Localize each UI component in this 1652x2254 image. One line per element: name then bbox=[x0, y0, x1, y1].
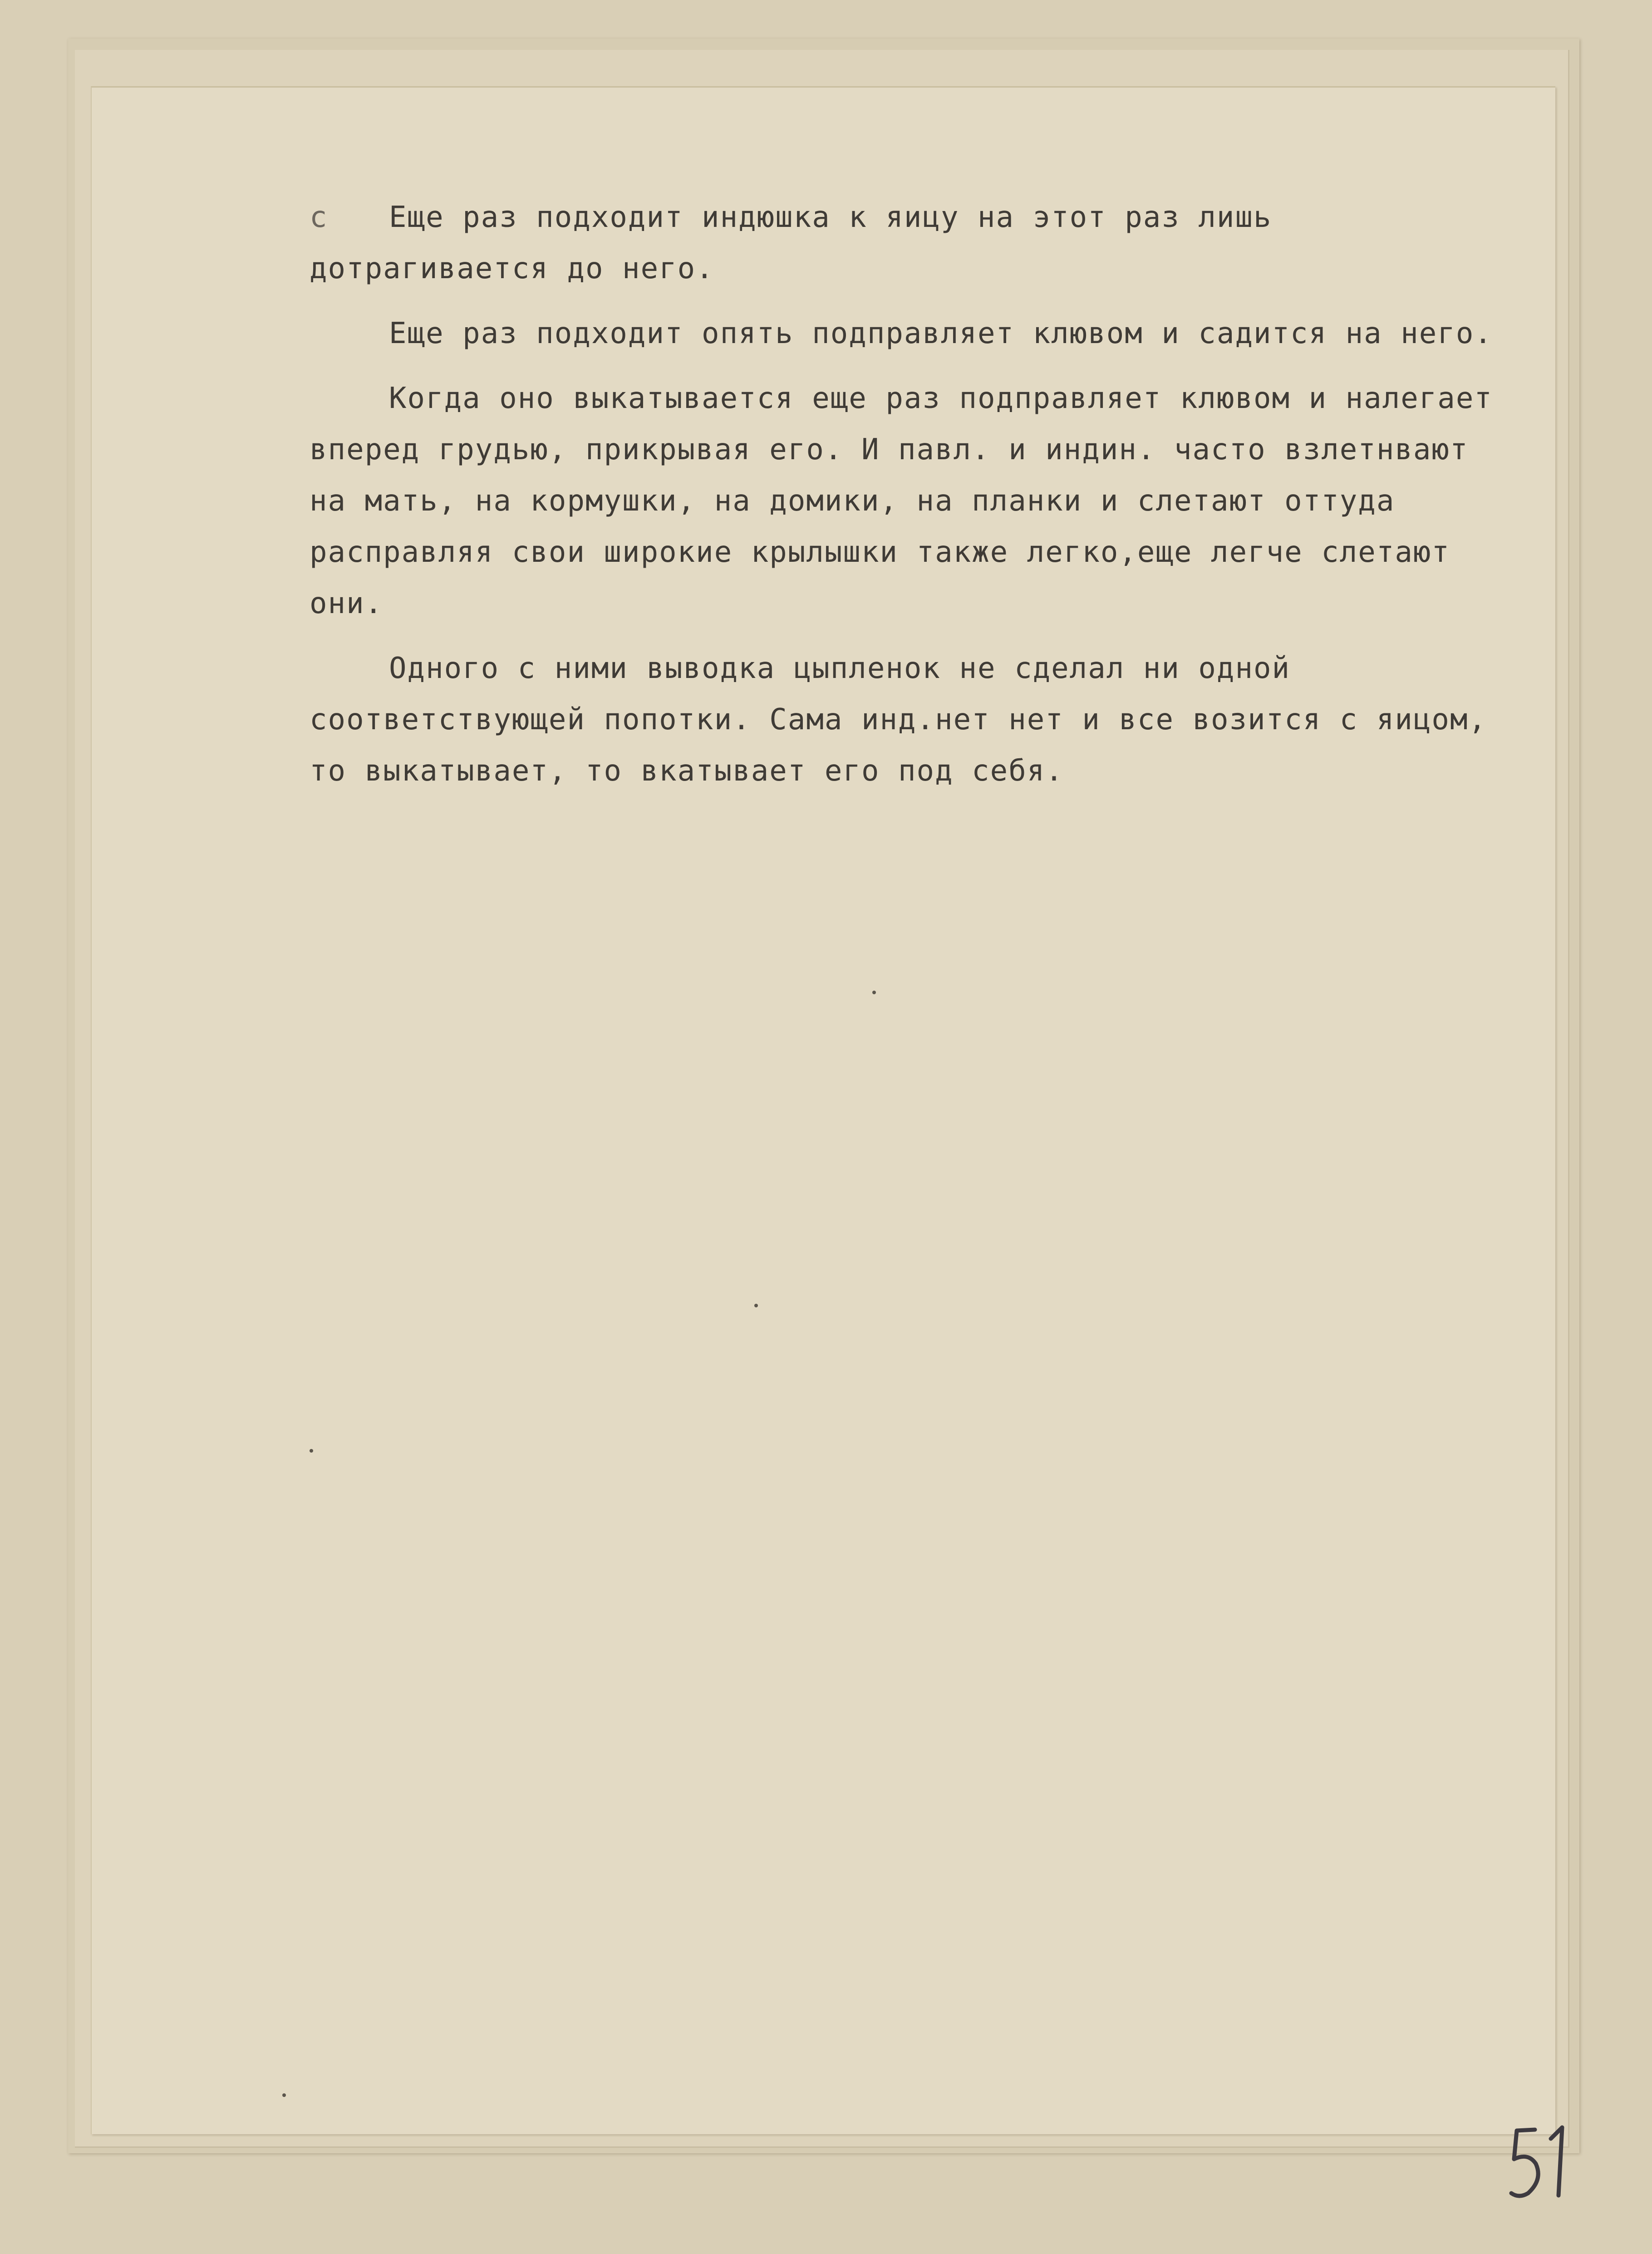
handwritten-page-number bbox=[1508, 2121, 1580, 2202]
paragraph-text: Еще раз подходит индюшка к яицу на этот раз лишь дотрагивается до него. bbox=[310, 201, 1272, 285]
document-page bbox=[91, 86, 1555, 2134]
paper-speck bbox=[872, 991, 876, 994]
paper-speck bbox=[754, 1304, 758, 1307]
page-number-glyphs bbox=[1508, 2121, 1580, 2202]
paragraph: Одного с ними выводка цыпленок не сделал ни одной соответствующей попотки. Сама инд.нет нет и все возится с яицом, то выкатывает, то вкатывает его под себя. bbox=[310, 652, 1487, 788]
paragraph bbox=[310, 192, 1508, 295]
paragraph: Еще раз подходит опять подправляет клювом и садится на него. bbox=[389, 317, 1493, 350]
paragraph: Когда оно выкатывается еще раз подправляет клювом и налегает вперед грудью, прикрывая его. И павл. и индин. часто взлетнвают на мать, на кормушки, на домики, на планки и слетают оттуда расправляя свои широкие крылышки также легко,еще легче слетают они. bbox=[310, 382, 1493, 620]
paper-speck bbox=[310, 1449, 313, 1453]
typed-text bbox=[310, 192, 1508, 810]
paragraph-marker: с bbox=[310, 201, 328, 234]
paper-speck bbox=[282, 2093, 286, 2097]
